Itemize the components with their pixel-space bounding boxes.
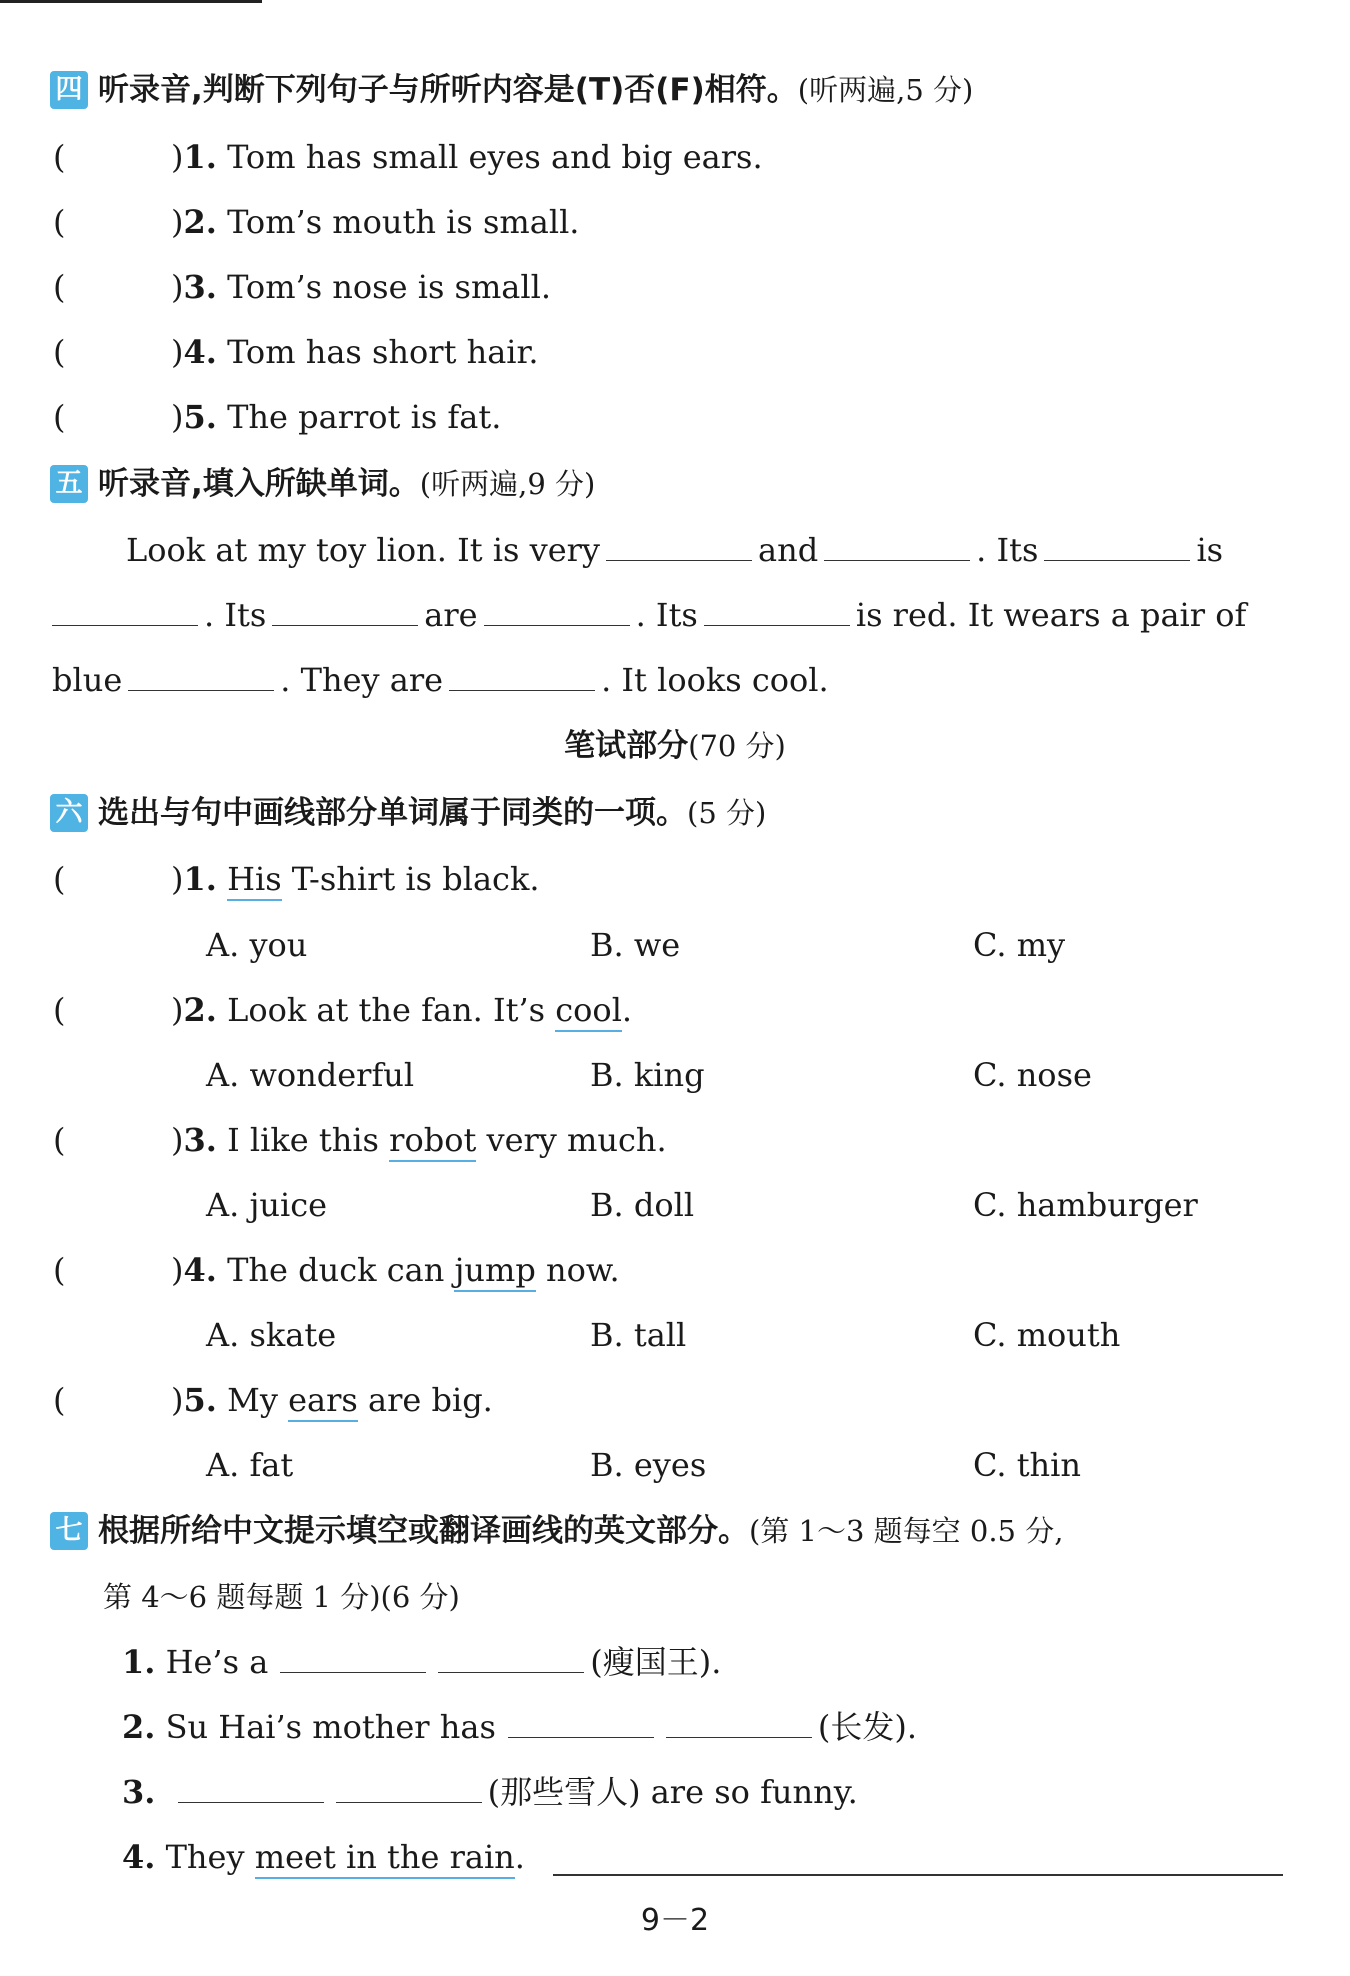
s6-item-4: ( )4. The duck can jump now.: [53, 1250, 620, 1290]
section-4-note: (听两遍,5 分): [797, 73, 974, 107]
s6-4-option-b[interactable]: B. tall: [590, 1316, 687, 1354]
underlined-word: jump: [454, 1251, 535, 1292]
blank[interactable]: [272, 601, 418, 626]
section-7-badge: 七: [50, 1512, 88, 1550]
blank[interactable]: [128, 666, 274, 691]
underlined-word: cool: [555, 991, 622, 1032]
section-5-note: (听两遍,9 分): [419, 467, 596, 501]
blank[interactable]: [508, 1713, 654, 1738]
s6-2-option-b[interactable]: B. king: [590, 1056, 705, 1094]
section-7-note-2: 第 4～6 题每题 1 分)(6 分): [103, 1580, 460, 1614]
s4-item-2-text: Tom’s mouth is small.: [227, 203, 580, 241]
s6-2-option-a[interactable]: A. wonderful: [206, 1056, 415, 1094]
s5-line-1: Look at my toy lion. It is very and . Its is: [126, 531, 1224, 569]
section-4-header: [50, 70, 973, 111]
blank[interactable]: [449, 666, 595, 691]
blank[interactable]: [336, 1778, 482, 1803]
blank[interactable]: [178, 1778, 324, 1803]
blank[interactable]: [52, 601, 198, 626]
s6-5-option-c[interactable]: C. thin: [973, 1446, 1081, 1484]
written-section-title: 笔试部分(70 分): [564, 728, 786, 764]
s6-2-option-c[interactable]: C. nose: [973, 1056, 1092, 1094]
underlined-word: robot: [389, 1121, 476, 1162]
s6-item-3: ( )3. I like this robot very much.: [53, 1120, 667, 1160]
s6-5-option-a[interactable]: A. fat: [206, 1446, 294, 1484]
underlined-word: ears: [288, 1381, 358, 1422]
s6-1-option-a[interactable]: A. you: [206, 926, 308, 964]
section-5-header: [50, 464, 595, 505]
s6-item-5: ( )5. My ears are big.: [53, 1380, 493, 1420]
section-4-title: 听录音,判断下列句子与所听内容是(T)否(F)相符。: [98, 72, 798, 108]
underlined-word: His: [227, 860, 282, 901]
section-5-title: 听录音,填入所缺单词。: [98, 466, 420, 502]
blank[interactable]: [484, 601, 630, 626]
section-7-note-1: (第 1～3 题每空 0.5 分,: [749, 1514, 1064, 1548]
s6-3-option-c[interactable]: C. hamburger: [973, 1186, 1198, 1224]
s6-3-option-a[interactable]: A. juice: [206, 1186, 328, 1224]
s6-item-1: ( )1. His T-shirt is black.: [53, 859, 540, 899]
s5-line-2: . Its are . Its is red. It wears a pair of: [52, 595, 1246, 635]
section-4-badge: 四: [50, 71, 88, 109]
top-rule: [0, 0, 262, 3]
s6-4-option-c[interactable]: C. mouth: [973, 1316, 1121, 1354]
blank[interactable]: [666, 1713, 812, 1738]
s4-item-1-text: Tom has small eyes and big ears.: [227, 138, 763, 176]
blank[interactable]: [606, 536, 752, 561]
blank[interactable]: [824, 536, 970, 561]
page-number: 9－2: [640, 1903, 710, 1938]
s4-item-3: ( )3. Tom’s nose is small.: [53, 268, 552, 306]
s4-item-3-text: Tom’s nose is small.: [227, 268, 552, 306]
s4-item-4: ( )4. Tom has short hair.: [53, 333, 539, 371]
s7-item-4: 4. They meet in the rain.: [122, 1837, 525, 1877]
section-6-header: [50, 793, 766, 834]
section-6-badge: 六: [50, 794, 88, 832]
s4-item-1: ( )1. Tom has small eyes and big ears.: [53, 138, 763, 176]
blank[interactable]: [280, 1648, 426, 1673]
s6-5-option-b[interactable]: B. eyes: [590, 1446, 707, 1484]
blank[interactable]: [704, 601, 850, 626]
s6-3-option-b[interactable]: B. doll: [590, 1186, 695, 1224]
s7-item-2: 2. Su Hai’s mother has (长发).: [122, 1708, 918, 1746]
s4-item-2: ( )2. Tom’s mouth is small.: [53, 203, 580, 241]
s5-line-3: blue . They are . It looks cool.: [52, 661, 829, 699]
s4-item-4-text: Tom has short hair.: [227, 333, 539, 371]
s7-item-1: 1. He’s a (瘦国王).: [122, 1643, 722, 1681]
s4-item-5-text: The parrot is fat.: [227, 398, 502, 436]
blank[interactable]: [438, 1648, 584, 1673]
section-7-header-cont: [103, 1577, 460, 1617]
s6-item-2: ( )2. Look at the fan. It’s cool.: [53, 990, 632, 1030]
section-5-badge: 五: [50, 465, 88, 503]
underlined-phrase: meet in the rain: [255, 1838, 515, 1879]
section-6-title: 选出与句中画线部分单词属于同类的一项。: [98, 795, 687, 831]
section-7-header: [50, 1511, 1063, 1552]
section-6-note: (5 分): [687, 796, 767, 830]
blank[interactable]: [1044, 536, 1190, 561]
s7-item-3: 3. (那些雪人) are so funny.: [122, 1773, 858, 1811]
s6-1-option-c[interactable]: C. my: [973, 926, 1066, 964]
answer-line[interactable]: [553, 1874, 1283, 1876]
section-7-title: 根据所给中文提示填空或翻译画线的英文部分。: [98, 1513, 749, 1549]
s6-4-option-a[interactable]: A. skate: [206, 1316, 337, 1354]
s6-1-option-b[interactable]: B. we: [590, 926, 681, 964]
s4-item-5: ( )5. The parrot is fat.: [53, 398, 502, 436]
